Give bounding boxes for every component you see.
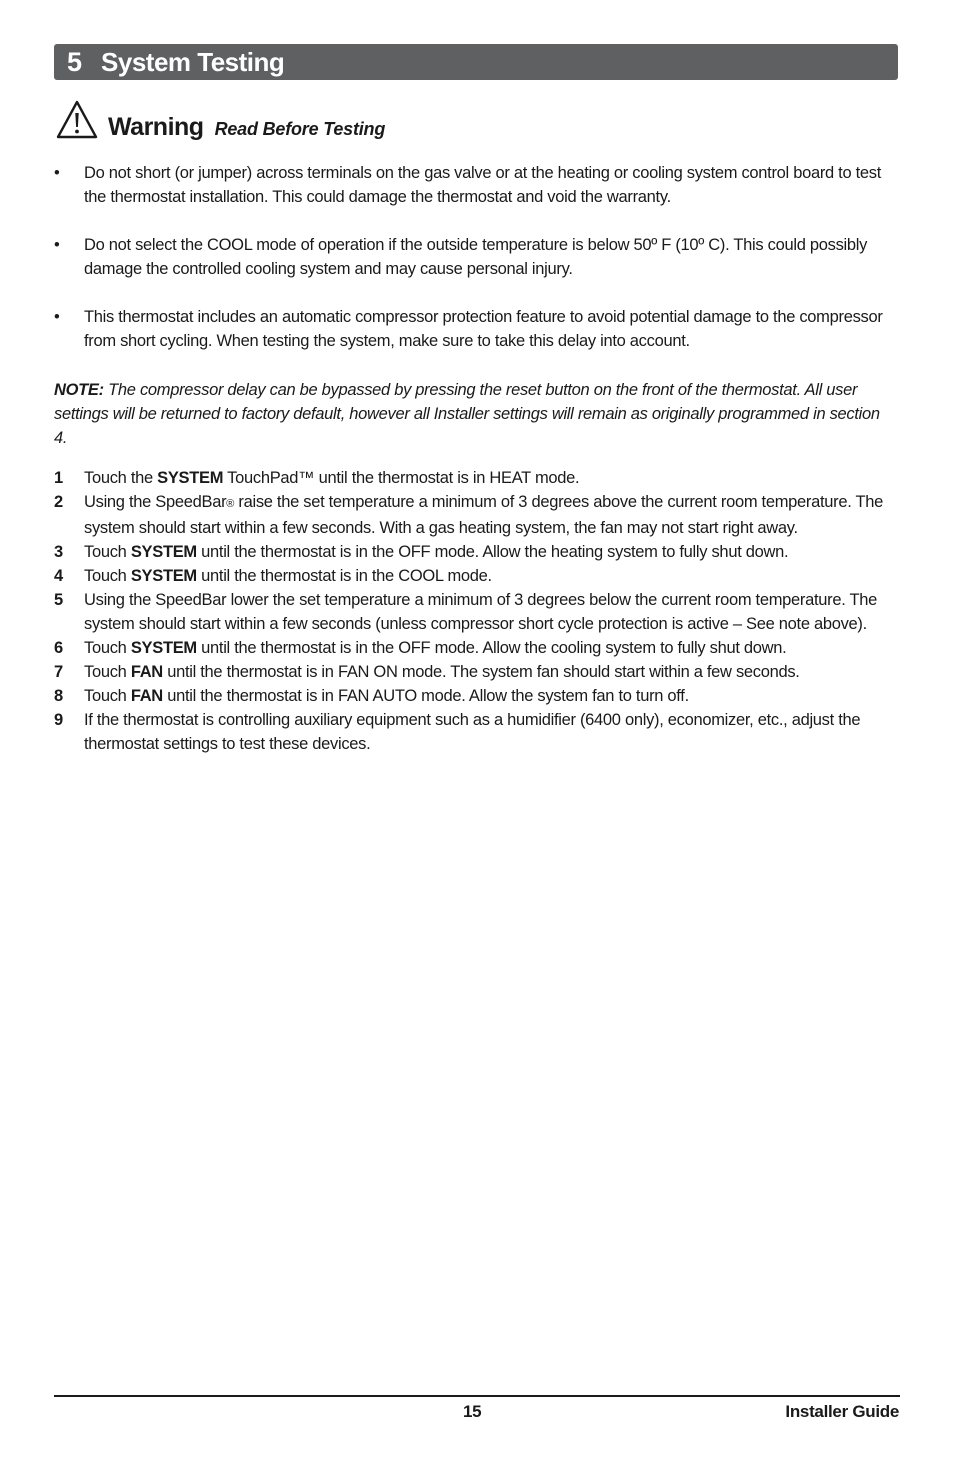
step-keyword: SYSTEM [130,543,197,561]
footer-divider [54,1395,900,1397]
step-text: Using the SpeedBar lower the set temperature a minimum of 3 degrees below the current room temperature. The system should start within a few seconds (unless compressor short cycle protection is active – See note above). [84,591,878,633]
warning-item-text: Do not short (or jumper) across terminals on the gas valve or at the heating or cooling system control board to test the thermostat installation. This could damage the thermostat and void the warranty. [84,164,882,206]
step-text: Using the SpeedBar [84,493,227,511]
step-text: Touch [84,663,131,681]
step-text: Touch [84,567,131,585]
step-text: until the thermostat is in the OFF mode. Allow the cooling system to fully shut down. [196,639,787,657]
bullet-marker: • [54,236,60,254]
step-text: until the thermostat is in FAN AUTO mode. Allow the system fan to turn off. [162,687,689,705]
step-number: 7 [54,663,63,681]
warning-subtitle: Read Before Testing [214,119,386,139]
step-text: until the thermostat is in FAN ON mode. The system fan should start within a few seconds. [162,663,800,681]
warning-item-text: Do not select the COOL mode of operation if the outside temperature is below 50º F (10º C). This could possibly damage the controlled cooling system and may cause personal injury. [84,236,868,278]
step-number: 1 [54,469,63,487]
step-text: Touch [84,639,131,657]
step-text: If the thermostat is controlling auxiliary equipment such as a humidifier (6400 only), economizer, etc., adjust the thermostat settings to test these devices. [84,711,861,753]
step-item [54,490,894,540]
step-item [54,466,894,490]
note-label: NOTE: [54,381,104,399]
step-text: raise the set temperature a minimum of 3 degrees above the current room temperature. The system should start within a few seconds. With a gas heating system, the fan may not start right away. [84,493,884,537]
test-steps [54,466,894,756]
warning-title: Warning [108,113,204,141]
step-item [54,660,894,684]
step-text: Touch the [84,469,158,487]
step-item [54,588,894,636]
step-item [54,636,894,660]
warning-item-text: This thermostat includes an automatic compressor protection feature to avoid potential damage to the compressor from short cycling. When testing the system, make sure to take this delay into account. [84,308,883,350]
step-item [54,684,894,708]
section-header [54,44,898,80]
note-text: The compressor delay can be bypassed by pressing the reset button on the front of the thermostat. All user settings will be returned to factory default, however all Installer settings will remain as originally programmed in section 4. [54,381,880,447]
step-number: 6 [54,639,63,657]
warning-item [54,233,904,281]
registered-mark: ® [226,498,235,510]
bullet-marker: • [54,164,60,182]
step-keyword: FAN [130,663,163,681]
step-item [54,540,894,564]
step-number: 5 [54,591,63,609]
section-title: System Testing [101,46,285,77]
step-number: 2 [54,493,63,511]
step-text: until the thermostat is in the OFF mode. Allow the heating system to fully shut down. [196,543,789,561]
warning-list [54,161,904,353]
note-paragraph [54,378,884,450]
step-item [54,564,894,588]
warning-item [54,161,904,209]
step-number: 4 [54,567,63,585]
step-keyword: SYSTEM [130,639,197,657]
step-keyword: SYSTEM [130,567,197,585]
step-keyword: SYSTEM [157,469,224,487]
step-text: Touch [84,543,131,561]
section-number: 5 [67,46,84,77]
step-keyword: FAN [130,687,163,705]
page-number: 15 [463,1402,482,1421]
step-number: 8 [54,687,63,705]
step-text: until the thermostat is in the COOL mode. [196,567,492,585]
step-text: TouchPad™ until the thermostat is in HEAT mode. [223,469,580,487]
step-item [54,708,894,756]
step-number: 3 [54,543,63,561]
step-text: Touch [84,687,131,705]
bullet-marker: • [54,308,60,326]
warning-item [54,305,904,353]
warning-heading [56,100,385,140]
step-number: 9 [54,711,63,729]
warning-triangle-icon [56,100,98,140]
guide-title: Installer Guide [785,1402,899,1421]
